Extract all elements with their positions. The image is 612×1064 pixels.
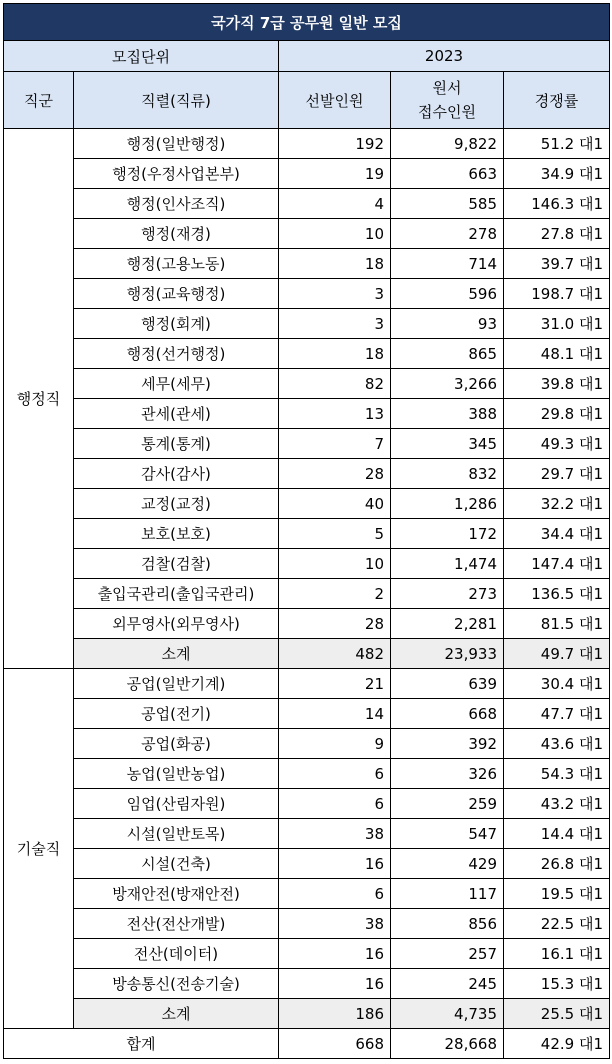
job-cell: 보호(보호) (74, 519, 279, 549)
rate-cell: 15.3 대1 (504, 969, 610, 999)
selected-cell: 18 (279, 339, 391, 369)
selected-cell: 18 (279, 249, 391, 279)
job-cell: 공업(전기) (74, 699, 279, 729)
applicants-cell: 856 (391, 909, 504, 939)
selected-cell: 3 (279, 309, 391, 339)
rate-cell: 16.1 대1 (504, 939, 610, 969)
applicants-cell: 714 (391, 249, 504, 279)
selected-cell: 6 (279, 759, 391, 789)
job-cell: 행정(교육행정) (74, 279, 279, 309)
table-row (4, 549, 610, 579)
job-cell: 소계 (74, 639, 279, 669)
job-cell: 세무(세무) (74, 369, 279, 399)
job-cell: 외무영사(외무영사) (74, 609, 279, 639)
total-label: 합계 (4, 1029, 279, 1059)
selected-cell: 21 (279, 669, 391, 699)
group-name: 행정직 (4, 129, 74, 669)
rate-cell: 30.4 대1 (504, 669, 610, 699)
applicants-cell: 639 (391, 669, 504, 699)
selected-cell: 28 (279, 609, 391, 639)
table-row (4, 699, 610, 729)
table-row (4, 219, 610, 249)
applicants-cell: 345 (391, 429, 504, 459)
total-applicants: 28,668 (391, 1029, 504, 1059)
rate-cell: 39.8 대1 (504, 369, 610, 399)
job-cell: 임업(산림자원) (74, 789, 279, 819)
rate-cell: 32.2 대1 (504, 489, 610, 519)
table-row (4, 849, 610, 879)
selected-cell: 38 (279, 819, 391, 849)
selected-cell: 16 (279, 939, 391, 969)
applicants-cell: 865 (391, 339, 504, 369)
job-cell: 행정(재경) (74, 219, 279, 249)
rate-cell: 81.5 대1 (504, 609, 610, 639)
table-title: 국가직 7급 공무원 일반 모집 (4, 4, 610, 41)
table-row (4, 759, 610, 789)
selected-cell: 16 (279, 849, 391, 879)
rate-cell: 22.5 대1 (504, 909, 610, 939)
applicants-cell: 259 (391, 789, 504, 819)
selected-cell: 5 (279, 519, 391, 549)
applicants-cell: 117 (391, 879, 504, 909)
applicants-cell: 245 (391, 969, 504, 999)
table-row (4, 339, 610, 369)
rate-cell: 27.8 대1 (504, 219, 610, 249)
rate-cell: 49.7 대1 (504, 639, 610, 669)
rate-cell: 51.2 대1 (504, 129, 610, 159)
table-row (4, 369, 610, 399)
table-row (4, 939, 610, 969)
table-row (4, 489, 610, 519)
table-row (4, 969, 610, 999)
job-header: 직렬(직류) (74, 72, 279, 129)
applicants-cell: 585 (391, 189, 504, 219)
rate-cell: 49.3 대1 (504, 429, 610, 459)
table-row (4, 249, 610, 279)
rate-cell: 31.0 대1 (504, 309, 610, 339)
table-row (4, 459, 610, 489)
job-cell: 행정(우정사업본부) (74, 159, 279, 189)
rate-cell: 29.7 대1 (504, 459, 610, 489)
job-cell: 방재안전(방재안전) (74, 879, 279, 909)
table-row (4, 609, 610, 639)
applicants-cell: 326 (391, 759, 504, 789)
year-header: 2023 (279, 41, 610, 72)
rate-cell: 146.3 대1 (504, 189, 610, 219)
applicants-cell: 596 (391, 279, 504, 309)
rate-cell: 25.5 대1 (504, 999, 610, 1029)
rate-cell: 54.3 대1 (504, 759, 610, 789)
rate-cell: 26.8 대1 (504, 849, 610, 879)
rate-cell: 43.6 대1 (504, 729, 610, 759)
rate-cell: 34.4 대1 (504, 519, 610, 549)
table-row (4, 429, 610, 459)
job-cell: 전산(데이터) (74, 939, 279, 969)
unit-header: 모집단위 (4, 41, 279, 72)
subtotal-row (4, 999, 610, 1029)
applicants-cell: 547 (391, 819, 504, 849)
selected-cell: 10 (279, 219, 391, 249)
job-cell: 행정(선거행정) (74, 339, 279, 369)
job-cell: 소계 (74, 999, 279, 1029)
job-cell: 검찰(검찰) (74, 549, 279, 579)
selected-cell: 4 (279, 189, 391, 219)
total-rate: 42.9 대1 (504, 1029, 610, 1059)
applicants-header-line2: 접수인원 (418, 103, 476, 121)
job-cell: 행정(고용노동) (74, 249, 279, 279)
job-cell: 행정(인사조직) (74, 189, 279, 219)
selected-cell: 192 (279, 129, 391, 159)
applicants-cell: 1,286 (391, 489, 504, 519)
selected-cell: 10 (279, 549, 391, 579)
selected-cell: 14 (279, 699, 391, 729)
applicants-cell: 273 (391, 579, 504, 609)
job-cell: 관세(관세) (74, 399, 279, 429)
table-row (4, 879, 610, 909)
job-cell: 전산(전산개발) (74, 909, 279, 939)
rate-cell: 43.2 대1 (504, 789, 610, 819)
table-row (4, 189, 610, 219)
selected-cell: 2 (279, 579, 391, 609)
rate-cell: 29.8 대1 (504, 399, 610, 429)
job-cell: 감사(감사) (74, 459, 279, 489)
table-row (4, 129, 610, 159)
applicants-cell: 2,281 (391, 609, 504, 639)
rate-cell: 39.7 대1 (504, 249, 610, 279)
table-row (4, 399, 610, 429)
table-row (4, 279, 610, 309)
table-row (4, 909, 610, 939)
applicants-header (391, 72, 504, 129)
applicants-cell: 3,266 (391, 369, 504, 399)
applicants-cell: 93 (391, 309, 504, 339)
table-row (4, 819, 610, 849)
total-row (4, 1029, 610, 1059)
table-row (4, 579, 610, 609)
job-cell: 공업(일반기계) (74, 669, 279, 699)
applicants-cell: 23,933 (391, 639, 504, 669)
table-row (4, 309, 610, 339)
table-row (4, 789, 610, 819)
selected-cell: 28 (279, 459, 391, 489)
job-cell: 농업(일반농업) (74, 759, 279, 789)
rate-cell: 147.4 대1 (504, 549, 610, 579)
job-cell: 행정(회계) (74, 309, 279, 339)
group-name: 기술직 (4, 669, 74, 1029)
applicants-cell: 663 (391, 159, 504, 189)
total-selected: 668 (279, 1029, 391, 1059)
job-cell: 교정(교정) (74, 489, 279, 519)
job-cell: 공업(화공) (74, 729, 279, 759)
job-cell: 통계(통계) (74, 429, 279, 459)
job-cell: 행정(일반행정) (74, 129, 279, 159)
applicants-cell: 392 (391, 729, 504, 759)
selected-header: 선발인원 (279, 72, 391, 129)
selected-cell: 19 (279, 159, 391, 189)
rate-cell: 48.1 대1 (504, 339, 610, 369)
table-row (4, 159, 610, 189)
group-header: 직군 (4, 72, 74, 129)
selected-cell: 38 (279, 909, 391, 939)
table-row (4, 669, 610, 699)
job-cell: 시설(일반토목) (74, 819, 279, 849)
rate-cell: 47.7 대1 (504, 699, 610, 729)
selected-cell: 482 (279, 639, 391, 669)
applicants-header-line1: 원서 (432, 79, 462, 97)
rate-cell: 136.5 대1 (504, 579, 610, 609)
rate-header: 경쟁률 (504, 72, 610, 129)
selected-cell: 186 (279, 999, 391, 1029)
selected-cell: 6 (279, 879, 391, 909)
applicants-cell: 172 (391, 519, 504, 549)
selected-cell: 13 (279, 399, 391, 429)
table-row (4, 519, 610, 549)
selected-cell: 6 (279, 789, 391, 819)
applicants-cell: 832 (391, 459, 504, 489)
job-cell: 출입국관리(출입국관리) (74, 579, 279, 609)
applicants-cell: 4,735 (391, 999, 504, 1029)
rate-cell: 19.5 대1 (504, 879, 610, 909)
applicants-cell: 388 (391, 399, 504, 429)
rate-cell: 34.9 대1 (504, 159, 610, 189)
applicants-cell: 278 (391, 219, 504, 249)
applicants-cell: 1,474 (391, 549, 504, 579)
table-body (4, 4, 610, 1059)
applicants-cell: 9,822 (391, 129, 504, 159)
subtotal-row (4, 639, 610, 669)
selected-cell: 3 (279, 279, 391, 309)
job-cell: 방송통신(전송기술) (74, 969, 279, 999)
selected-cell: 7 (279, 429, 391, 459)
rate-cell: 14.4 대1 (504, 819, 610, 849)
job-cell: 시설(건축) (74, 849, 279, 879)
applicants-cell: 429 (391, 849, 504, 879)
selected-cell: 9 (279, 729, 391, 759)
selected-cell: 40 (279, 489, 391, 519)
rate-cell: 198.7 대1 (504, 279, 610, 309)
applicants-cell: 257 (391, 939, 504, 969)
table-row (4, 729, 610, 759)
selected-cell: 16 (279, 969, 391, 999)
selected-cell: 82 (279, 369, 391, 399)
recruitment-table (3, 3, 610, 1059)
applicants-cell: 668 (391, 699, 504, 729)
